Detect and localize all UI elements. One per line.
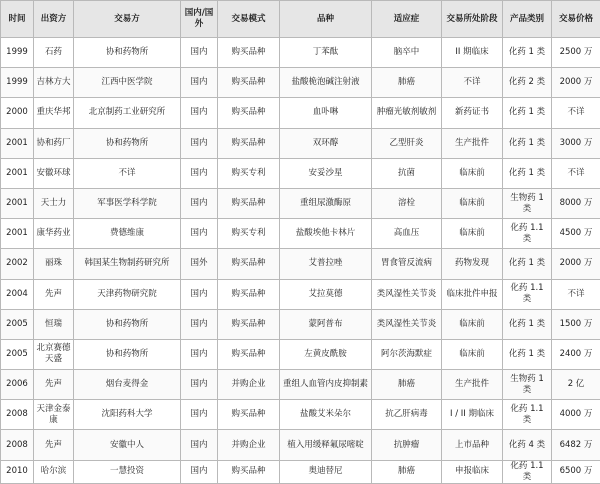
cell-deal-mode: 购买品种 [218,68,280,98]
cell-indication: 肺癌 [372,370,442,400]
cell-product: 安妥沙星 [280,158,372,188]
cell-time: 2001 [1,219,34,249]
cell-time: 2006 [1,370,34,400]
header-cell-category: 产品类别 [503,1,552,38]
header-cell-investor: 出资方 [34,1,74,38]
table-row [1,249,600,279]
cell-indication: 抗乙肝病毒 [372,400,442,430]
cell-category: 化药 2 类 [503,68,552,98]
cell-product: 重组人血管内皮抑制素 [280,370,372,400]
cell-price: 6482 万 [552,430,600,460]
cell-stage: 不详 [442,68,503,98]
cell-counterparty: 安徽中人 [74,430,181,460]
header-cell-stage: 交易所处阶段 [442,1,503,38]
cell-domestic-foreign: 国内 [181,219,218,249]
cell-stage: 临床批件申报 [442,279,503,309]
cell-product: 植入用缓释氟尿嘧啶 [280,430,372,460]
cell-domestic-foreign: 国内 [181,339,218,369]
cell-deal-mode: 购买品种 [218,249,280,279]
cell-time: 1999 [1,38,34,68]
header-cell-time: 时间 [1,1,34,38]
cell-investor: 天士力 [34,188,74,218]
table-row [1,309,600,339]
cell-time: 2008 [1,430,34,460]
cell-investor: 哈尔滨 [34,460,74,483]
table-row [1,370,600,400]
cell-counterparty: 不详 [74,158,181,188]
cell-investor: 北京赛德天盛 [34,339,74,369]
cell-domestic-foreign: 国内 [181,68,218,98]
cell-investor: 协和药厂 [34,128,74,158]
table-row [1,400,600,430]
cell-deal-mode: 购买品种 [218,128,280,158]
cell-category: 化药 1.1 类 [503,460,552,483]
cell-category: 生物药 1 类 [503,188,552,218]
cell-domestic-foreign: 国内 [181,128,218,158]
cell-domestic-foreign: 国内 [181,430,218,460]
cell-product: 重组尿激酶原 [280,188,372,218]
cell-investor: 重庆华邦 [34,98,74,128]
cell-indication: 乙型肝炎 [372,128,442,158]
cell-deal-mode: 购买品种 [218,460,280,483]
cell-deal-mode: 购买品种 [218,279,280,309]
cell-deal-mode: 购买专利 [218,158,280,188]
cell-deal-mode: 购买品种 [218,188,280,218]
cell-domestic-foreign: 国内 [181,400,218,430]
cell-counterparty: 费德维康 [74,219,181,249]
cell-price: 4500 万 [552,219,600,249]
cell-domestic-foreign: 国内 [181,309,218,339]
cell-time: 1999 [1,68,34,98]
cell-counterparty: 军事医学科学院 [74,188,181,218]
cell-indication: 抗肿瘤 [372,430,442,460]
cell-domestic-foreign: 国外 [181,249,218,279]
cell-stage: 新药证书 [442,98,503,128]
cell-time: 2010 [1,460,34,483]
cell-stage: 临床前 [442,309,503,339]
cell-counterparty: 沈阳药科大学 [74,400,181,430]
cell-counterparty: 烟台麦得金 [74,370,181,400]
table-row [1,158,600,188]
cell-product: 艾普拉唑 [280,249,372,279]
cell-investor: 康华药业 [34,219,74,249]
cell-category: 化药 1.1 类 [503,400,552,430]
cell-domestic-foreign: 国内 [181,98,218,128]
table-row [1,460,600,483]
cell-product: 艾拉莫德 [280,279,372,309]
cell-domestic-foreign: 国内 [181,188,218,218]
cell-price: 2000 万 [552,249,600,279]
cell-time: 2000 [1,98,34,128]
cell-product: 盐酸埃他卡林片 [280,219,372,249]
cell-time: 2001 [1,128,34,158]
cell-stage: 申报临床 [442,460,503,483]
cell-investor: 先声 [34,430,74,460]
cell-counterparty: 江西中医学院 [74,68,181,98]
cell-stage: 生产批件 [442,128,503,158]
cell-investor: 丽珠 [34,249,74,279]
table-row [1,98,600,128]
cell-price: 2 亿 [552,370,600,400]
header-row [1,1,600,38]
cell-deal-mode: 购买品种 [218,309,280,339]
cell-product: 盐酸桅泡碱注射液 [280,68,372,98]
cell-stage: 临床前 [442,158,503,188]
cell-time: 2008 [1,400,34,430]
cell-domestic-foreign: 国内 [181,38,218,68]
cell-category: 化药 4 类 [503,430,552,460]
cell-investor: 先声 [34,279,74,309]
cell-indication: 脑卒中 [372,38,442,68]
cell-stage: 临床前 [442,188,503,218]
cell-price: 4000 万 [552,400,600,430]
cell-category: 化药 1 类 [503,98,552,128]
cell-price: 不详 [552,98,600,128]
cell-category: 化药 1 类 [503,339,552,369]
table-row [1,219,600,249]
header-cell-counterparty: 交易方 [74,1,181,38]
header-cell-domestic-foreign: 国内/国外 [181,1,218,38]
cell-price: 2400 万 [552,339,600,369]
cell-product: 蒙阿普布 [280,309,372,339]
cell-investor: 石药 [34,38,74,68]
cell-stage: II 期临床 [442,38,503,68]
cell-stage: I / II 期临床 [442,400,503,430]
cell-indication: 类风湿性关节炎 [372,279,442,309]
cell-price: 3000 万 [552,128,600,158]
header-cell-deal-mode: 交易模式 [218,1,280,38]
cell-category: 化药 1.1 类 [503,279,552,309]
cell-stage: 临床前 [442,219,503,249]
cell-domestic-foreign: 国内 [181,279,218,309]
cell-category: 化药 1 类 [503,158,552,188]
cell-investor: 吉林方大 [34,68,74,98]
table-row [1,279,600,309]
cell-deal-mode: 购买品种 [218,38,280,68]
table-row [1,339,600,369]
cell-indication: 胃食管反流病 [372,249,442,279]
cell-price: 不详 [552,279,600,309]
table-row [1,188,600,218]
cell-stage: 药物发现 [442,249,503,279]
cell-indication: 抗菌 [372,158,442,188]
cell-deal-mode: 并购企业 [218,370,280,400]
cell-category: 生物药 1 类 [503,370,552,400]
cell-counterparty: 协和药物所 [74,339,181,369]
cell-product: 奥迪替尼 [280,460,372,483]
cell-price: 6500 万 [552,460,600,483]
cell-counterparty: 北京制药工业研究所 [74,98,181,128]
cell-product: 血卟啉 [280,98,372,128]
cell-price: 2500 万 [552,38,600,68]
cell-category: 化药 1 类 [503,309,552,339]
cell-price: 8000 万 [552,188,600,218]
table-row [1,38,600,68]
cell-domestic-foreign: 国内 [181,460,218,483]
cell-investor: 恒瑞 [34,309,74,339]
cell-time: 2001 [1,188,34,218]
table-body [1,38,600,484]
cell-indication: 类风湿性关节炎 [372,309,442,339]
cell-indication: 肺癌 [372,460,442,483]
cell-stage: 临床前 [442,339,503,369]
cell-deal-mode: 购买品种 [218,400,280,430]
cell-counterparty: 协和药物所 [74,128,181,158]
table-row [1,68,600,98]
cell-category: 化药 1 类 [503,38,552,68]
cell-stage: 生产批件 [442,370,503,400]
cell-category: 化药 1.1 类 [503,219,552,249]
cell-product: 双环醇 [280,128,372,158]
cell-time: 2005 [1,339,34,369]
cell-deal-mode: 并购企业 [218,430,280,460]
cell-deal-mode: 购买品种 [218,339,280,369]
cell-time: 2002 [1,249,34,279]
table-row [1,430,600,460]
header-cell-price: 交易价格 [552,1,600,38]
cell-time: 2004 [1,279,34,309]
table-row [1,128,600,158]
cell-indication: 阿尔茨海默症 [372,339,442,369]
cell-indication: 高血压 [372,219,442,249]
cell-category: 化药 1 类 [503,249,552,279]
cell-price: 不详 [552,158,600,188]
cell-price: 1500 万 [552,309,600,339]
header-cell-indication: 适应症 [372,1,442,38]
cell-deal-mode: 购买专利 [218,219,280,249]
cell-counterparty: 韩国某生物制药研究所 [74,249,181,279]
cell-stage: 上市品种 [442,430,503,460]
cell-counterparty: 协和药物所 [74,309,181,339]
header-cell-product: 品种 [280,1,372,38]
cell-deal-mode: 购买品种 [218,98,280,128]
cell-product: 盐酸艾米朵尔 [280,400,372,430]
cell-domestic-foreign: 国内 [181,370,218,400]
cell-price: 2000 万 [552,68,600,98]
cell-indication: 肺癌 [372,68,442,98]
cell-product: 左黄皮酰胺 [280,339,372,369]
cell-investor: 天津金泰康 [34,400,74,430]
cell-indication: 溶栓 [372,188,442,218]
cell-investor: 安徽环球 [34,158,74,188]
cell-counterparty: 协和药物所 [74,38,181,68]
cell-counterparty: 一慧投资 [74,460,181,483]
cell-indication: 肿瘤光敏剂敏剂 [372,98,442,128]
cell-time: 2005 [1,309,34,339]
cell-domestic-foreign: 国内 [181,158,218,188]
cell-time: 2001 [1,158,34,188]
cell-counterparty: 天津药物研究院 [74,279,181,309]
cell-category: 化药 1 类 [503,128,552,158]
cell-product: 丁苯酞 [280,38,372,68]
cell-investor: 先声 [34,370,74,400]
